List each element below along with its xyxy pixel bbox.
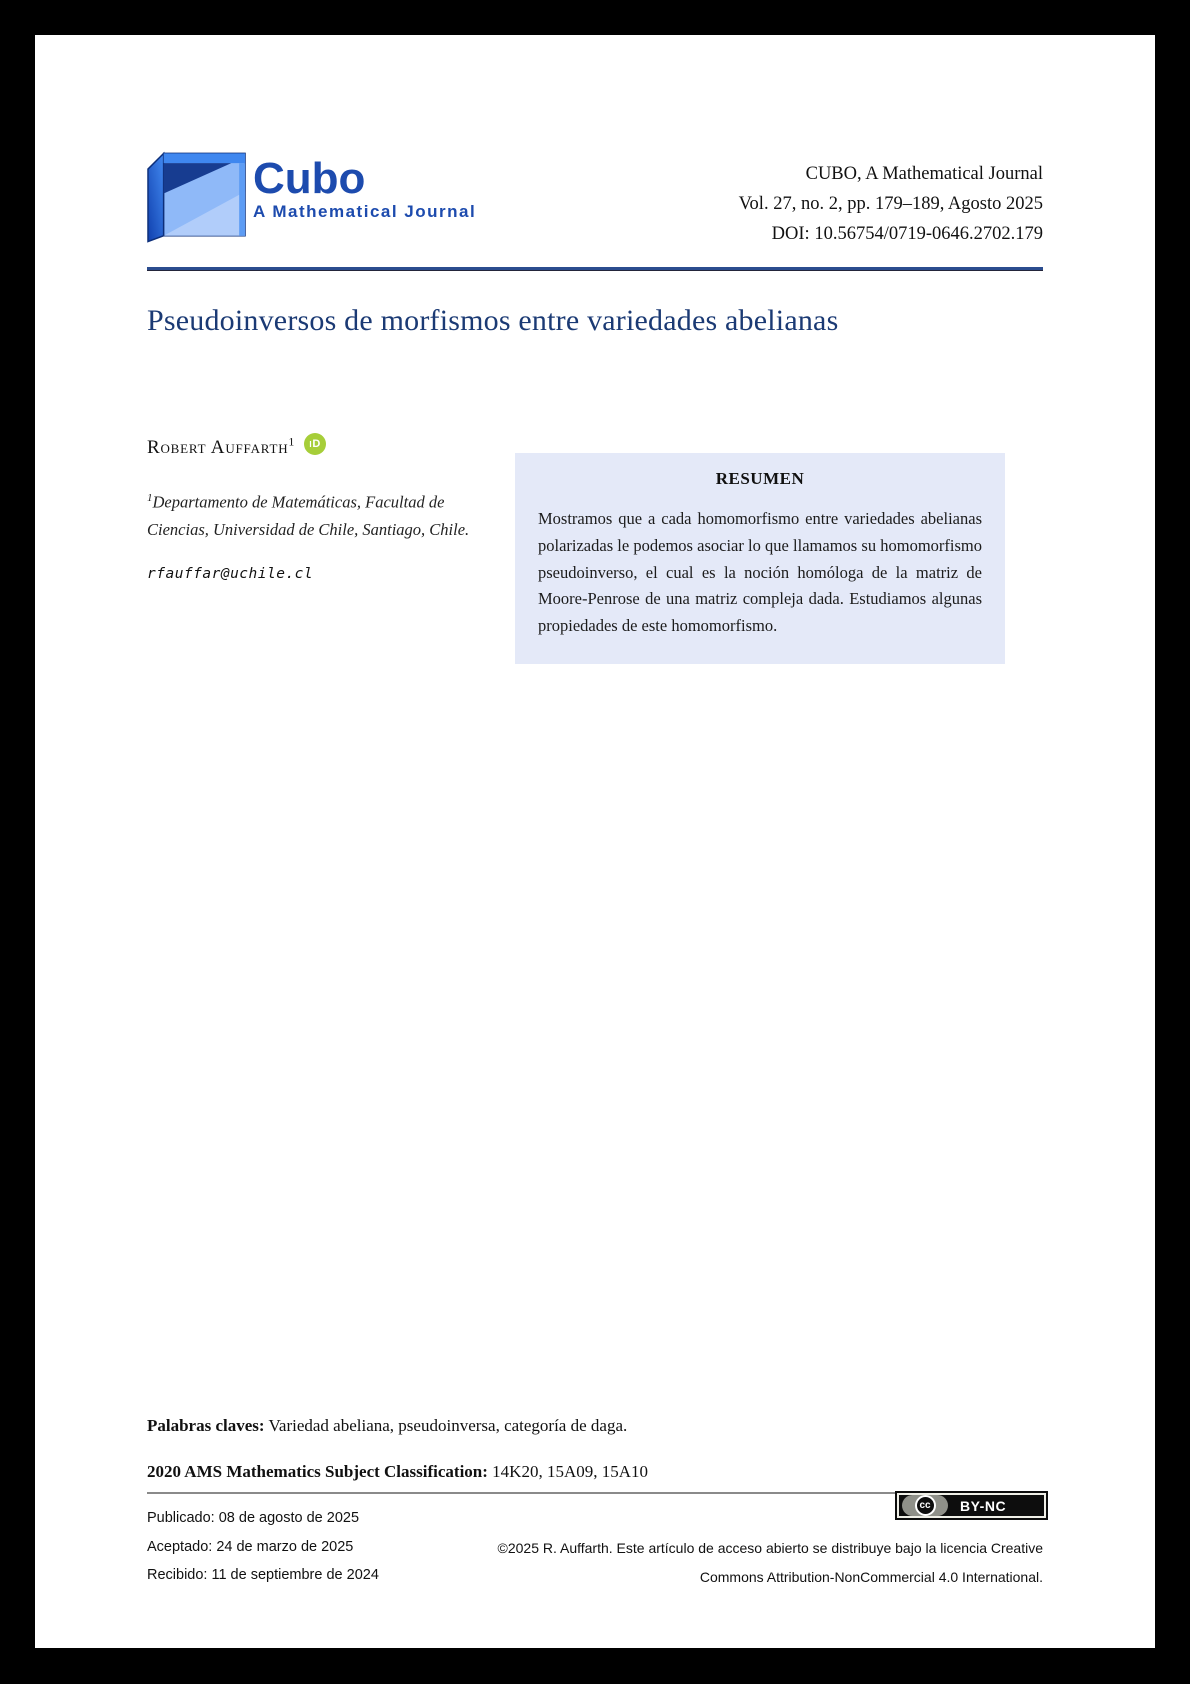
license-line-1: ©2025 R. Auffarth. Este artículo de acceso abierto se distribuye bajo la licencia Creative — [497, 1540, 1043, 1556]
header-rule — [147, 267, 1043, 271]
msc-line — [147, 1462, 648, 1482]
license-text — [423, 1534, 1043, 1591]
affiliation-marker: 1 — [147, 492, 153, 504]
published-date: Publicado: 08 de agosto de 2025 — [147, 1510, 360, 1526]
abstract-box — [515, 453, 1005, 664]
accepted-date: Aceptado: 24 de marzo de 2025 — [147, 1538, 354, 1555]
license-line-2: Commons Attribution-NonCommercial 4.0 International. — [699, 1568, 1043, 1585]
author-email[interactable]: rfauffar@uchile.cl — [147, 566, 314, 582]
cube-logo-icon — [147, 150, 247, 243]
abstract-body: Mostramos que a cada homomorfismo entre variedades abelianas polarizadas le podemos asociar lo que llamamos su homomorfismo pseudoinverso, el cual es la noción homóloga de la matriz de Moore-Penrose de una matriz compleja dada. Estudiamos algunas propiedades de este homomorfismo. — [538, 509, 982, 636]
msc-label: 2020 AMS Mathematics Subject Classification: — [147, 1462, 488, 1481]
footer-dates — [147, 1504, 379, 1590]
cc-badge-left — [902, 1495, 948, 1516]
paper-page — [35, 35, 1155, 1648]
orcid-icon[interactable]: iD — [304, 433, 326, 455]
affiliation-text: Departamento de Matemáticas, Facultad de Ciencias, Universidad de Chile, Santiago, Chile. — [147, 492, 470, 539]
received-date: Recibido: 11 de septiembre de 2024 — [147, 1567, 379, 1583]
abstract-heading: RESUMEN — [715, 469, 805, 488]
journal-volume: Vol. 27, no. 2, pp. 179–189, Agosto 2025 — [738, 194, 1043, 214]
keywords-text: Variedad abeliana, pseudoinversa, categoría de daga. — [264, 1416, 628, 1435]
cc-badge-label: BY-NC — [960, 1497, 1007, 1514]
author-line — [147, 433, 326, 459]
journal-header-info — [739, 159, 1043, 249]
author-name: Robert Auffarth — [147, 437, 289, 458]
logo-text — [253, 150, 476, 222]
logo-subtitle: A Mathematical Journal — [253, 202, 477, 221]
cc-icon: cc — [915, 1495, 936, 1516]
logo-title: Cubo — [253, 154, 366, 203]
affiliation-block — [147, 485, 477, 543]
journal-logo — [147, 150, 476, 243]
cc-by-nc-badge[interactable] — [895, 1491, 1048, 1520]
keywords-label: Palabras claves: — [147, 1416, 265, 1435]
journal-doi: DOI: 10.56754/0719-0646.2702.179 — [771, 224, 1043, 244]
paper-title: Pseudoinversos de morfismos entre variedades abelianas — [147, 304, 839, 337]
keywords-line — [147, 1416, 627, 1436]
author-affiliation-marker: 1 — [288, 434, 296, 449]
msc-text: 14K20, 15A09, 15A10 — [487, 1462, 649, 1481]
journal-name: CUBO, A Mathematical Journal — [805, 164, 1043, 184]
